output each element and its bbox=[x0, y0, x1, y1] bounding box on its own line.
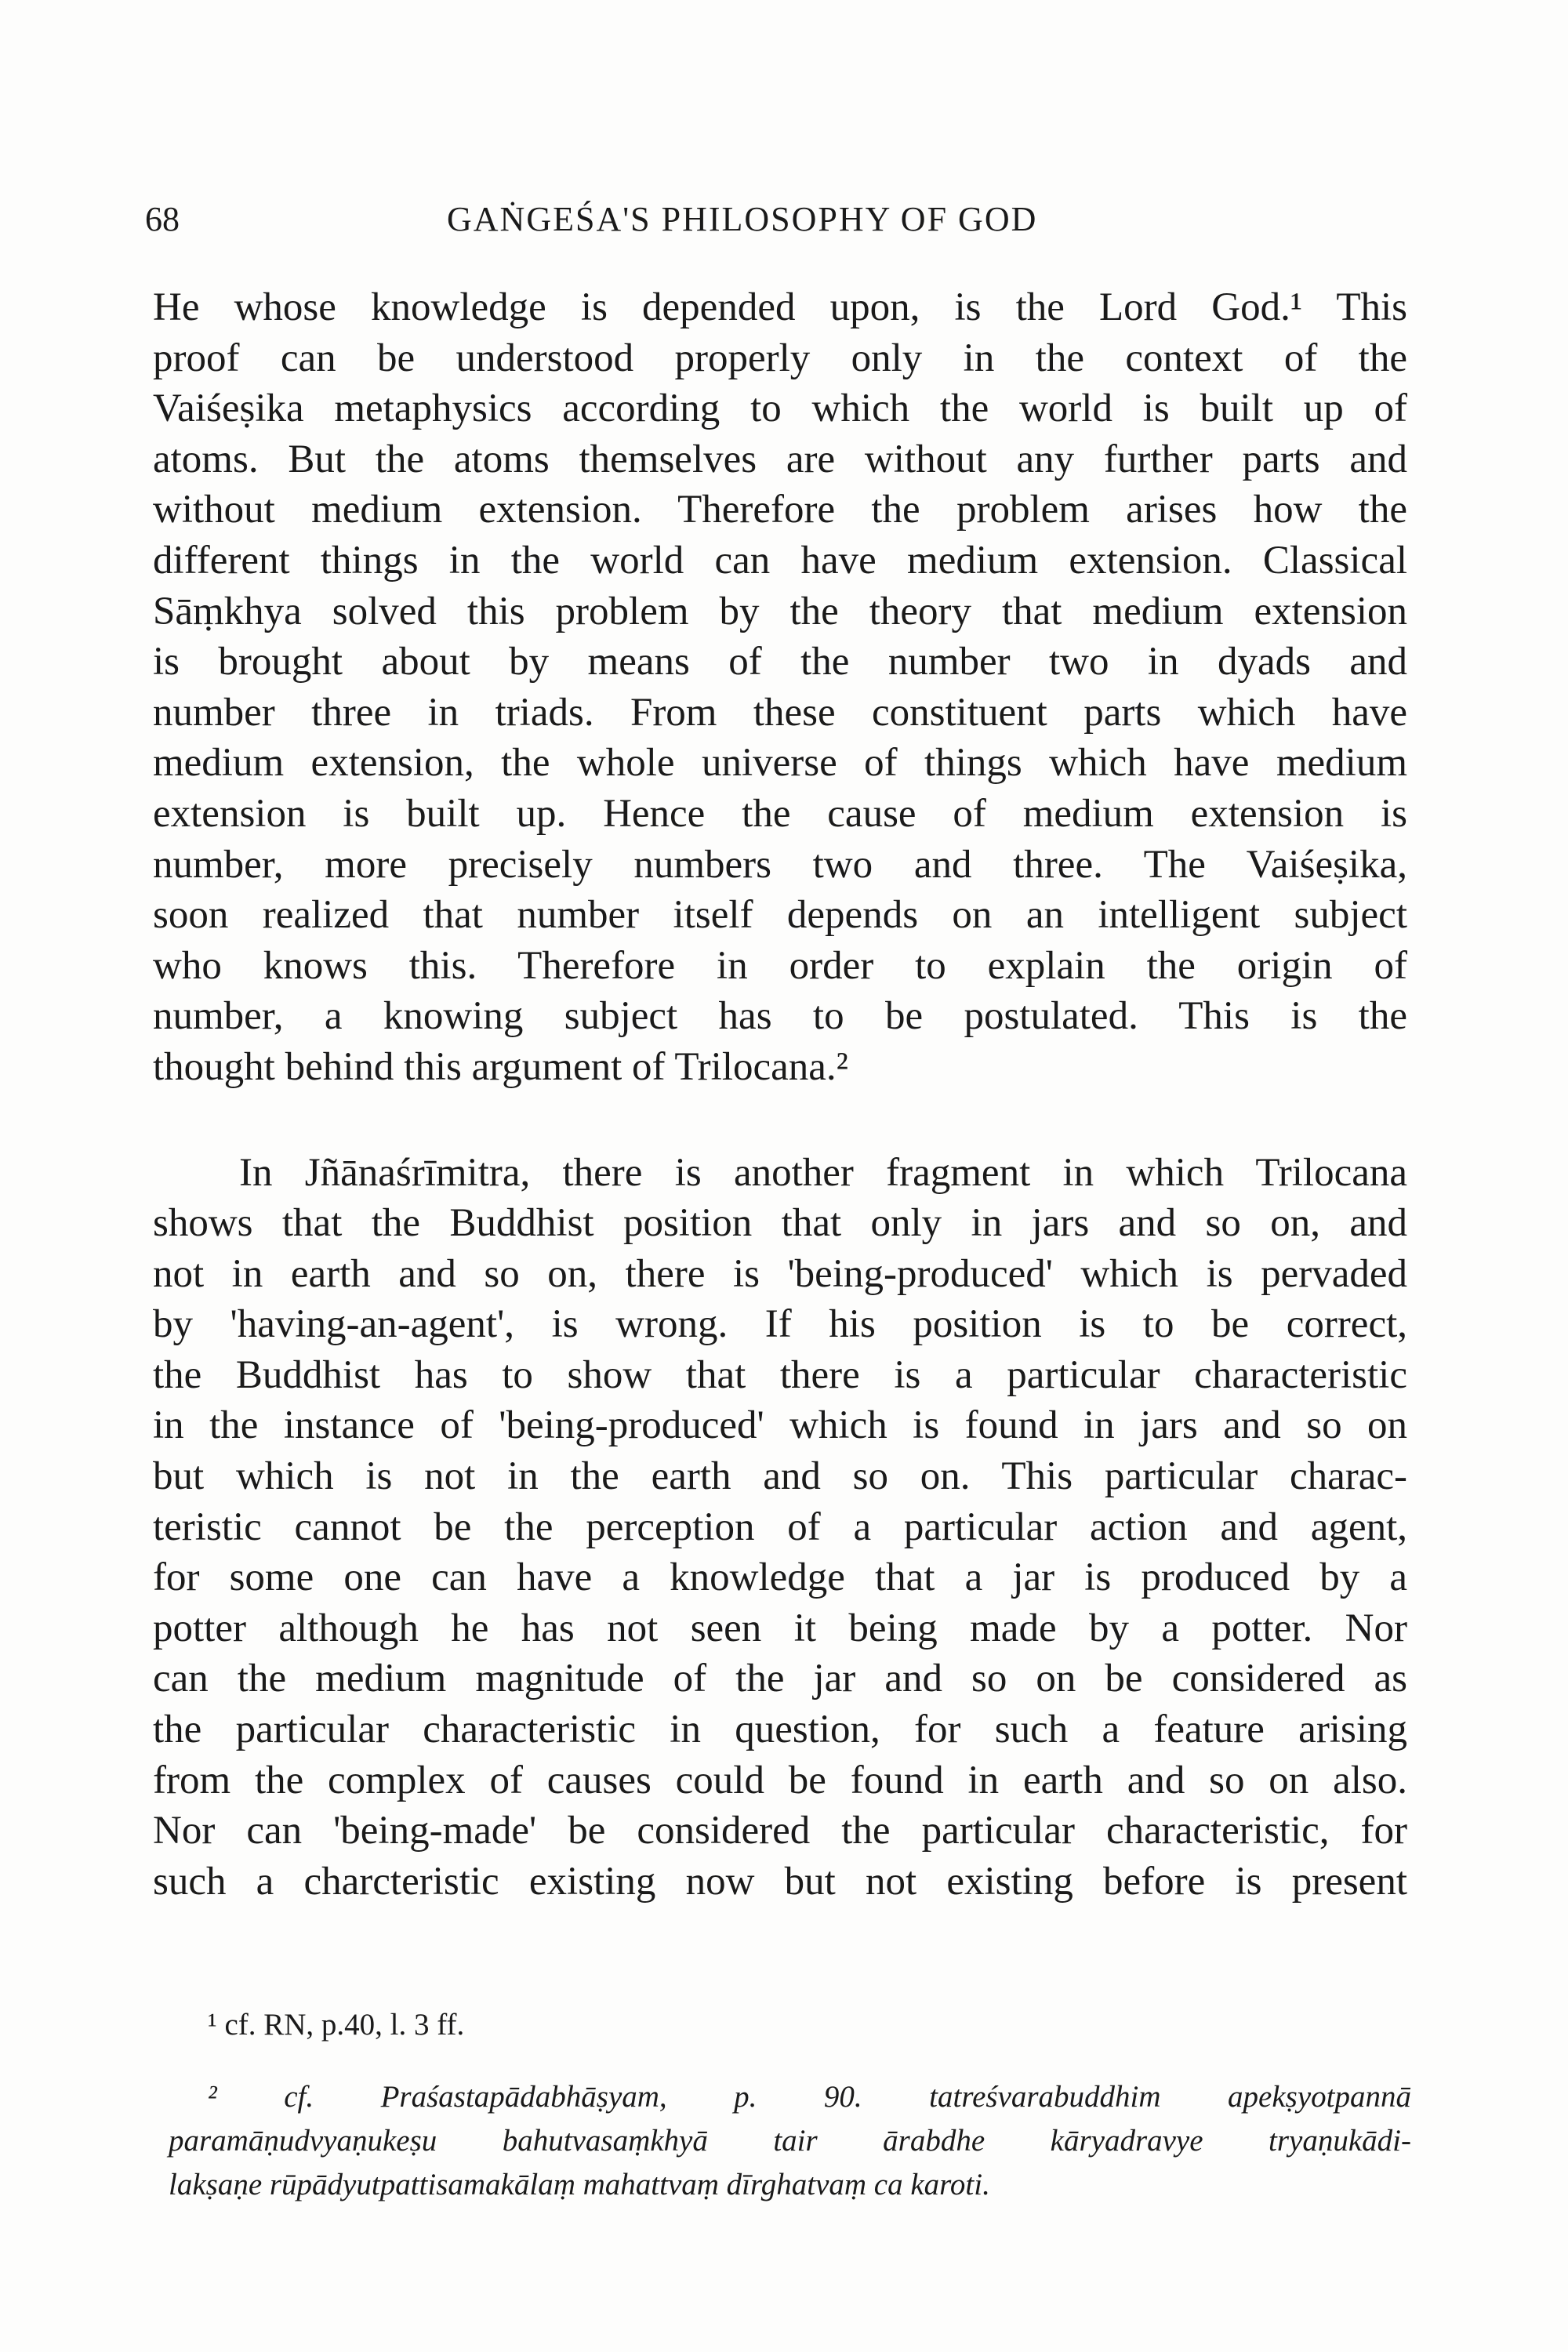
footnote-1: ¹ cf. RN, p.40, l. 3 ff. bbox=[208, 2008, 465, 2042]
text-line: extension is built up. Hence the cause of medium extension is bbox=[153, 791, 1407, 836]
text-line: atoms. But the atoms themselves are without any further parts and bbox=[153, 437, 1407, 481]
text-line: such a charcteristic existing now but not existing before is present bbox=[153, 1859, 1407, 1904]
text-line: but which is not in the earth and so on. This particular charac- bbox=[153, 1454, 1407, 1499]
paragraph-2 bbox=[153, 1148, 1407, 1907]
text-line: from the complex of causes could be found in earth and so on also. bbox=[153, 1758, 1407, 1802]
footnote-2-line: lakṣaṇe rūpādyutpattisamakālaṃ mahattvaṃ dīrghatvaṃ ca karoti. bbox=[169, 2168, 990, 2201]
text-line: in the instance of 'being-produced' which is found in jars and so on bbox=[153, 1403, 1407, 1448]
text-line: for some one can have a knowledge that a jar is produced by a bbox=[153, 1555, 1407, 1600]
text-line: thought behind this argument of Trilocana.² bbox=[153, 1044, 848, 1089]
text-line: different things in the world can have medium extension. Classical bbox=[153, 538, 1407, 583]
text-line: number, a knowing subject has to be postulated. This is the bbox=[153, 994, 1407, 1039]
paragraph-gap bbox=[153, 1093, 1407, 1148]
text-line: number, more precisely numbers two and three. The Vaiśeṣika, bbox=[153, 842, 1407, 887]
text-line: soon realized that number itself depends on an intelligent subject bbox=[153, 893, 1407, 938]
text-line: number three in triads. From these constituent parts which have bbox=[153, 690, 1407, 735]
text-line: He whose knowledge is depended upon, is the Lord God.¹ This bbox=[153, 285, 1407, 329]
text-line: Sāṃkhya solved this problem by the theory that medium extension bbox=[153, 589, 1407, 633]
text-line: is brought about by means of the number two in dyads and bbox=[153, 640, 1407, 684]
footnote-2-line: ² cf. Praśastapādabhāṣyam, p. 90. tatreśvarabuddhim apekṣyotpannā bbox=[208, 2080, 1411, 2114]
paragraph-1 bbox=[153, 282, 1407, 1093]
text-line: teristic cannot be the perception of a particular action and agent, bbox=[153, 1504, 1407, 1549]
text-line: the Buddhist has to show that there is a particular characteristic bbox=[153, 1352, 1407, 1397]
text-line: not in earth and so on, there is 'being-produced' which is pervaded bbox=[153, 1251, 1407, 1296]
text-line: by 'having-an-agent', is wrong. If his position is to be correct, bbox=[153, 1302, 1407, 1347]
footnotes bbox=[169, 2003, 1411, 2207]
text-line: Vaiśeṣika metaphysics according to which the world is built up of bbox=[153, 387, 1407, 431]
body-text bbox=[153, 282, 1407, 1907]
footnote-2-line: paramāṇudvyaṇukeṣu bahutvasaṃkhyā tair ārabdhe kāryadravye tryaṇukādi- bbox=[169, 2124, 1411, 2158]
text-line: without medium extension. Therefore the problem arises how the bbox=[153, 488, 1407, 532]
text-line: Nor can 'being-made' be considered the particular characteristic, for bbox=[153, 1809, 1407, 1853]
page-number: 68 bbox=[145, 200, 180, 238]
text-line: medium extension, the whole universe of things which have medium bbox=[153, 741, 1407, 786]
text-line: proof can be understood properly only in the context of the bbox=[153, 336, 1407, 380]
text-line: the particular characteristic in question, for such a feature arising bbox=[153, 1708, 1407, 1752]
running-title: GAṄGEŚA'S PHILOSOPHY OF GOD bbox=[447, 200, 1038, 238]
text-line: who knows this. Therefore in order to explain the origin of bbox=[153, 943, 1407, 988]
text-line: In Jñānaśrīmitra, there is another fragment in which Trilocana bbox=[239, 1150, 1407, 1195]
text-line: potter although he has not seen it being made by a potter. Nor bbox=[153, 1606, 1407, 1650]
text-line: can the medium magnitude of the jar and so on be considered as bbox=[153, 1657, 1407, 1701]
running-head bbox=[145, 196, 1423, 243]
text-line: shows that the Buddhist position that only in jars and so on, and bbox=[153, 1201, 1407, 1246]
footnote-gap bbox=[169, 2047, 1411, 2075]
